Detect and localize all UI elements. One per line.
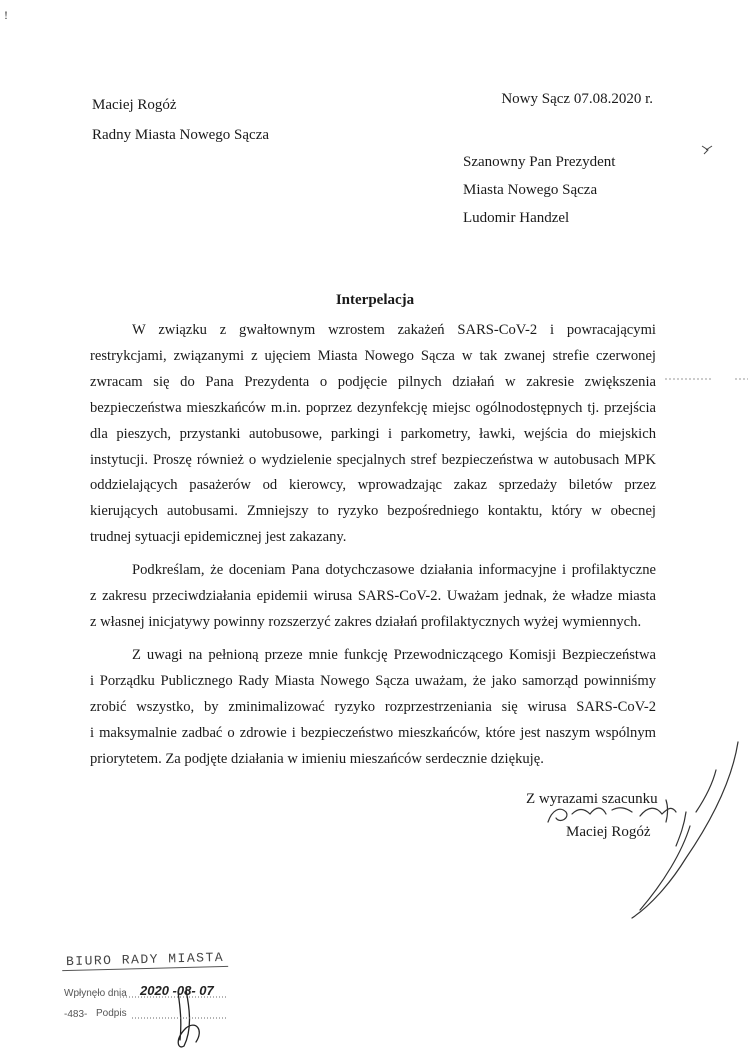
registry-stamp (62, 949, 228, 970)
stamp-received-label: Wpłynęło dnia (64, 988, 127, 999)
text-line: oddzielających pasażerów od kierowcy, wprowadzając zakaz sprzedaży biletów przez (90, 477, 656, 494)
text-line: bezpieczeństwa mieszkańców m.in. poprzez dezynfekcję miejsc ogólnodostępnych tj. przejścia (90, 399, 656, 416)
recipient-line-1: Szanowny Pan Prezydent (463, 154, 616, 170)
letter-date: Nowy Sącz 07.08.2020 r. (501, 91, 653, 107)
text-line: z własnej inicjatywy powinny rozszerzyć zakres działań profilaktycznych wyżej wymiennych. (90, 613, 642, 630)
text-line: instytucji. Proszę również o wydzielenie specjalnych stref bezpieczeństwa w autobusach MPK (90, 451, 656, 468)
text-line: kierujących autobusami. Zmniejszy to ryzyko bezpośredniego kontaktu, który w obecnej (90, 503, 656, 520)
closing-phrase: Z wyrazami szacunku (526, 791, 658, 807)
text-line: zwracam się do Pana Prezydenta o podjęcie pilnych działań w zakresie zwiększenia (90, 373, 656, 390)
text-line: dla pieszych, przystanki autobusowe, parkingi i parkometry, ławki, wejścia do miejskich (90, 425, 656, 442)
text-line: W związku z gwałtownym wzrostem zakażeń SARS-CoV-2 i powracającymi (132, 322, 656, 338)
text-line: restrykcjami, związanymi z ujęciem Miasta Nowego Sącza w tak zwanej strefie czerwonej (90, 347, 656, 364)
sender-role: Radny Miasta Nowego Sącza (92, 127, 270, 143)
text-line: z zakresu przeciwdziałania epidemii wirusa SARS-CoV-2. Uważam jednak, że władze miasta (90, 588, 656, 605)
text-line: priorytetem. Za podjęte działania w imieniu mieszańców serdecznie dziękuję. (90, 750, 544, 767)
text-line: i Porządku Publicznego Rady Miasta Nowego Sącza uważam, że jako samorząd powinniśmy (90, 672, 656, 689)
sender-name: Maciej Rogóż (92, 97, 177, 113)
recipient-line-3: Ludomir Handzel (463, 210, 570, 226)
text-line: Podkreślam, że doceniam Pana dotychczasowe działania informacyjne i profilaktyczne (132, 562, 656, 579)
stamp-signature-label: Podpis (96, 1008, 127, 1019)
recipient-line-2: Miasta Nowego Sącza (463, 182, 598, 198)
text-line: zrobić wszystko, by zminimalizować ryzyko rozprzestrzeniania się wirusa SARS-CoV-2 (90, 698, 656, 715)
stamp-title: BIURO RADY MIASTA (62, 950, 229, 971)
text-line: trudnej sytuacji epidemicznej jest zakazany. (90, 529, 347, 546)
stamp-received-date: 2020 -08- 07 (140, 983, 214, 998)
stamp-number: -483- (64, 1009, 88, 1020)
text-line: Z uwagi na pełnioną przeze mnie funkcję Przewodniczącego Komisji Bezpieczeństwa (132, 646, 656, 663)
margin-mark: ! (4, 8, 8, 22)
document-title: Interpelacja (335, 292, 415, 308)
signature-name: Maciej Rogóż (566, 824, 651, 840)
text-line: i maksymalnie zadbać o zdrowie i bezpieczeństwo mieszkańców, które jest naszym wspólnym (90, 724, 656, 741)
